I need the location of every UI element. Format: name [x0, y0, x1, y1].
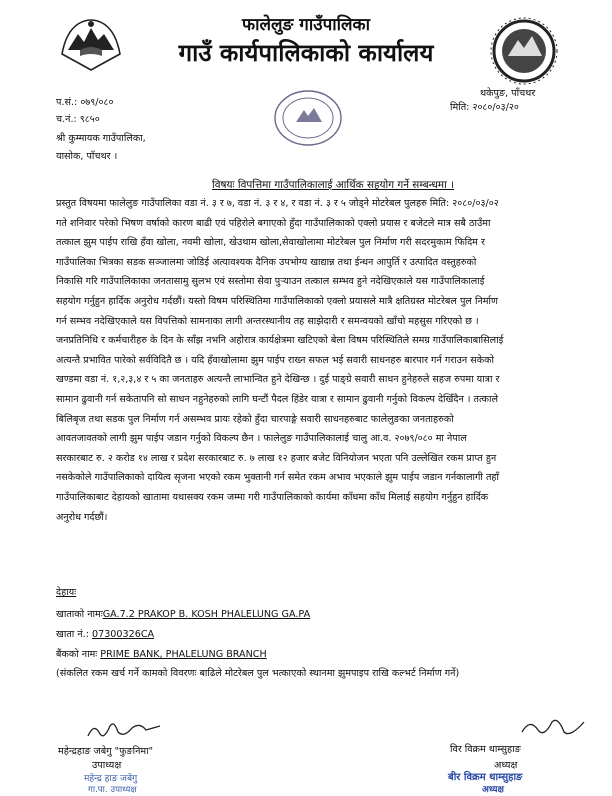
office-name: फालेलुङ गाउँपालिका [241, 15, 371, 35]
recipient-name: श्री कुम्मायक गाउँपालिका, [56, 133, 146, 144]
chair-stamp-name: बीर विक्रम थाम्सुहाङ [448, 772, 523, 783]
deputy-chair-title: उपाध्यक्ष [92, 760, 122, 771]
office-title: गाउँ कार्यपालिकाको कार्यालय [178, 39, 434, 67]
body-line: आवतजावतको लागी झुम पाईप जडान गर्नुको विकल्प छैन । फालेलुङ गाउँपालिकालाई चालु आ.व. २०७९/०८० मा नेपाल [56, 433, 467, 445]
account-number-value: 07300326CA [92, 629, 155, 640]
letter-subject: विषयः विपत्तिमा गाउँपालिकालाई आर्थिक सहयोग गर्ने सम्बन्धमा । [212, 179, 455, 191]
body-line: जनप्रतिनिधि र कर्मचारीहरु के दिन के साँझ नभनि अहोरात्र कार्यक्षेत्रमा खटिएको बेला विषम परिस्थितिले समग्र गाउँपालिकाबासिलाई [56, 335, 504, 347]
account-name-label: खाताको नामः [56, 609, 103, 620]
account-number-row [56, 629, 154, 641]
deputy-chair-stamp-title: गा.पा. उपाध्यक्ष [88, 785, 137, 795]
body-line: निकासि गरि गाउँपालिकाका जनतासामु सुलभ एवं सस्तोमा सेवा पुऱ्याउन तत्काल सम्भव हुने नदेखिएकाले यस गाउँपालिकालाई [56, 276, 485, 288]
body-line: नसकेकोले गाउँपालिकाको दायित्व सृजना भएको रकम भुक्तानी गर्न समेत रकम अभाव भएकाले झुम पाईप जडान गर्नकालागी तहाँ [56, 472, 499, 484]
letter-date: मिति: २०८०/०३/२० [450, 102, 519, 113]
deputy-chair-stamp-name: महेन्द्र हाङ जबेगु [84, 774, 138, 784]
municipality-logo-icon [486, 16, 562, 86]
office-address: थकेपुङ, पाँचथर [480, 88, 536, 99]
chair-title: अध्यक्ष [494, 760, 518, 771]
body-line: अत्यन्तै प्रभावित पारेको सर्वविदितै छ । यदि हँवाखोलामा झुम पाईप राख्न सफल भई सवारी साधनहरु बारपार गर्न गराउन सकेको [56, 354, 494, 366]
deputy-chair-name: महेन्द्रहाङ जबेगु "फुङनिमा" [58, 746, 154, 757]
reference-number: प.सं.: ०७९/०८० [56, 97, 114, 108]
signature-right-icon [518, 716, 588, 740]
bank-name-label: बैंकको नामः [56, 649, 101, 660]
body-line: सरकारबाट रु. २ करोड १४ लाख र प्रदेश सरकारबाट रु. ७ लाख १२ हजार बजेट विनियोजन भएता पनि उल्लेखित रकम प्राप्त हुन [56, 452, 497, 464]
usage-note: (संकलित रकम खर्च गर्ने कामको विवरणः बाढिले मोटरेबल पुल भत्काएको स्थानमा झुमपाइप राखि कल्भर्ट निर्माण गर्ने) [56, 668, 460, 679]
body-line: तत्काल झुम पाईप राखि हँवा खोला, नवमी खोला, खेउथाम खोला,सेवाखोलामा मोटरेबल पुल निर्माण गरी सदरमुकाम फिदिम र [56, 237, 485, 249]
dispatch-number: च.नं.: ९८५० [56, 114, 100, 125]
office-stamp-icon [272, 88, 344, 148]
body-line: खण्डमा वडा नं. १,२,३,४ र ५ का जनताहरु अत्यन्तै लाभान्वित हुने देखिन्छ । दुई पाङ्ग्रे सवारी साधन हुनेहरुले सहज रुपमा यात्रा र [56, 374, 500, 386]
account-heading: देहायः [56, 587, 77, 598]
body-line: गते शनिवार परेको भिषण वर्षाको कारण बाढी एवं पहिरोले बगाएको हुँदा गाउँपालिकाको एक्लो प्रयास र बजेटले मात्र सबै ठाउँमा [56, 217, 491, 229]
body-line: अनुरोध गर्दछौं। [56, 511, 108, 523]
recipient-address: यासोक, पाँचथर । [56, 151, 118, 162]
account-number-label: खाता नं.: [56, 629, 92, 640]
account-name-row [56, 609, 310, 621]
account-name-value: GA.7.2 PRAKOP B. KOSH PHALELUNG GA.PA [102, 609, 311, 620]
body-line: प्रस्तुत विषयमा फालेलुङ गाउँपालिका वडा नं. ३ र ७, वडा नं. ३ र ४, र वडा नं. ३ र ५ जोड्ने मोटरेबल पुलहरु मिति: २०८०/०३/०२ [56, 198, 499, 209]
body-line: बिलिबृज तथा सडक पुल निर्माण गर्न असम्भव प्रायः रहेको हुँदा चारपाङ्गे सवारी साधनहरुबाट फालेलुङका जनताहरुको [56, 413, 454, 425]
body-line: गाउँपालिका भित्रका सडक सञ्जालमा जोडिई अत्यावश्यक दैनिक उपभोग्य खाद्यान्न तथा ईन्धन आपुर्ति र उत्पादित वस्तुहरुको [56, 256, 477, 268]
bank-name-value: PRIME BANK, PHALELUNG BRANCH [100, 649, 267, 660]
body-line: गर्न सम्भव नदेखिएकाले यस विपत्तिको सामनाका लागी अन्तरस्थानीय तह साझेदारी र समन्वयको खाँचो महसुस गरिएको छ । [56, 315, 479, 327]
signature-left-icon [84, 718, 164, 742]
chair-name: विर विक्रम थाम्सुहाङ [450, 744, 521, 755]
bank-name-row [56, 649, 267, 661]
chair-stamp-title: अध्यक्ष [482, 785, 504, 795]
body-line: सामान ढुवानी गर्न सकेतापनि सो साधन नहुनेहरुको लागि घन्टौं पैदल हिंडेर यात्रा र सामान ढुवानी गर्नुको विकल्प देखिँदैन । तत्काले [56, 394, 498, 405]
body-line: गाउँपालिकाबाट देहायको खातामा यथासक्य रकम जम्मा गरी गाउँपालिकाको कार्यमा काँधमा काँध मिलाई सहयोग गर्नुहुन हार्दिक [56, 492, 489, 503]
body-line: सहयोग गर्नुहुन हार्दिक अनुरोध गर्दछौं। यस्तो विषम परिस्थितिमा गाउँपालिकाको एक्लो प्रयासले मात्रै क्षतिग्रस्त मोटरेबल पुल निर्माण [56, 296, 498, 307]
